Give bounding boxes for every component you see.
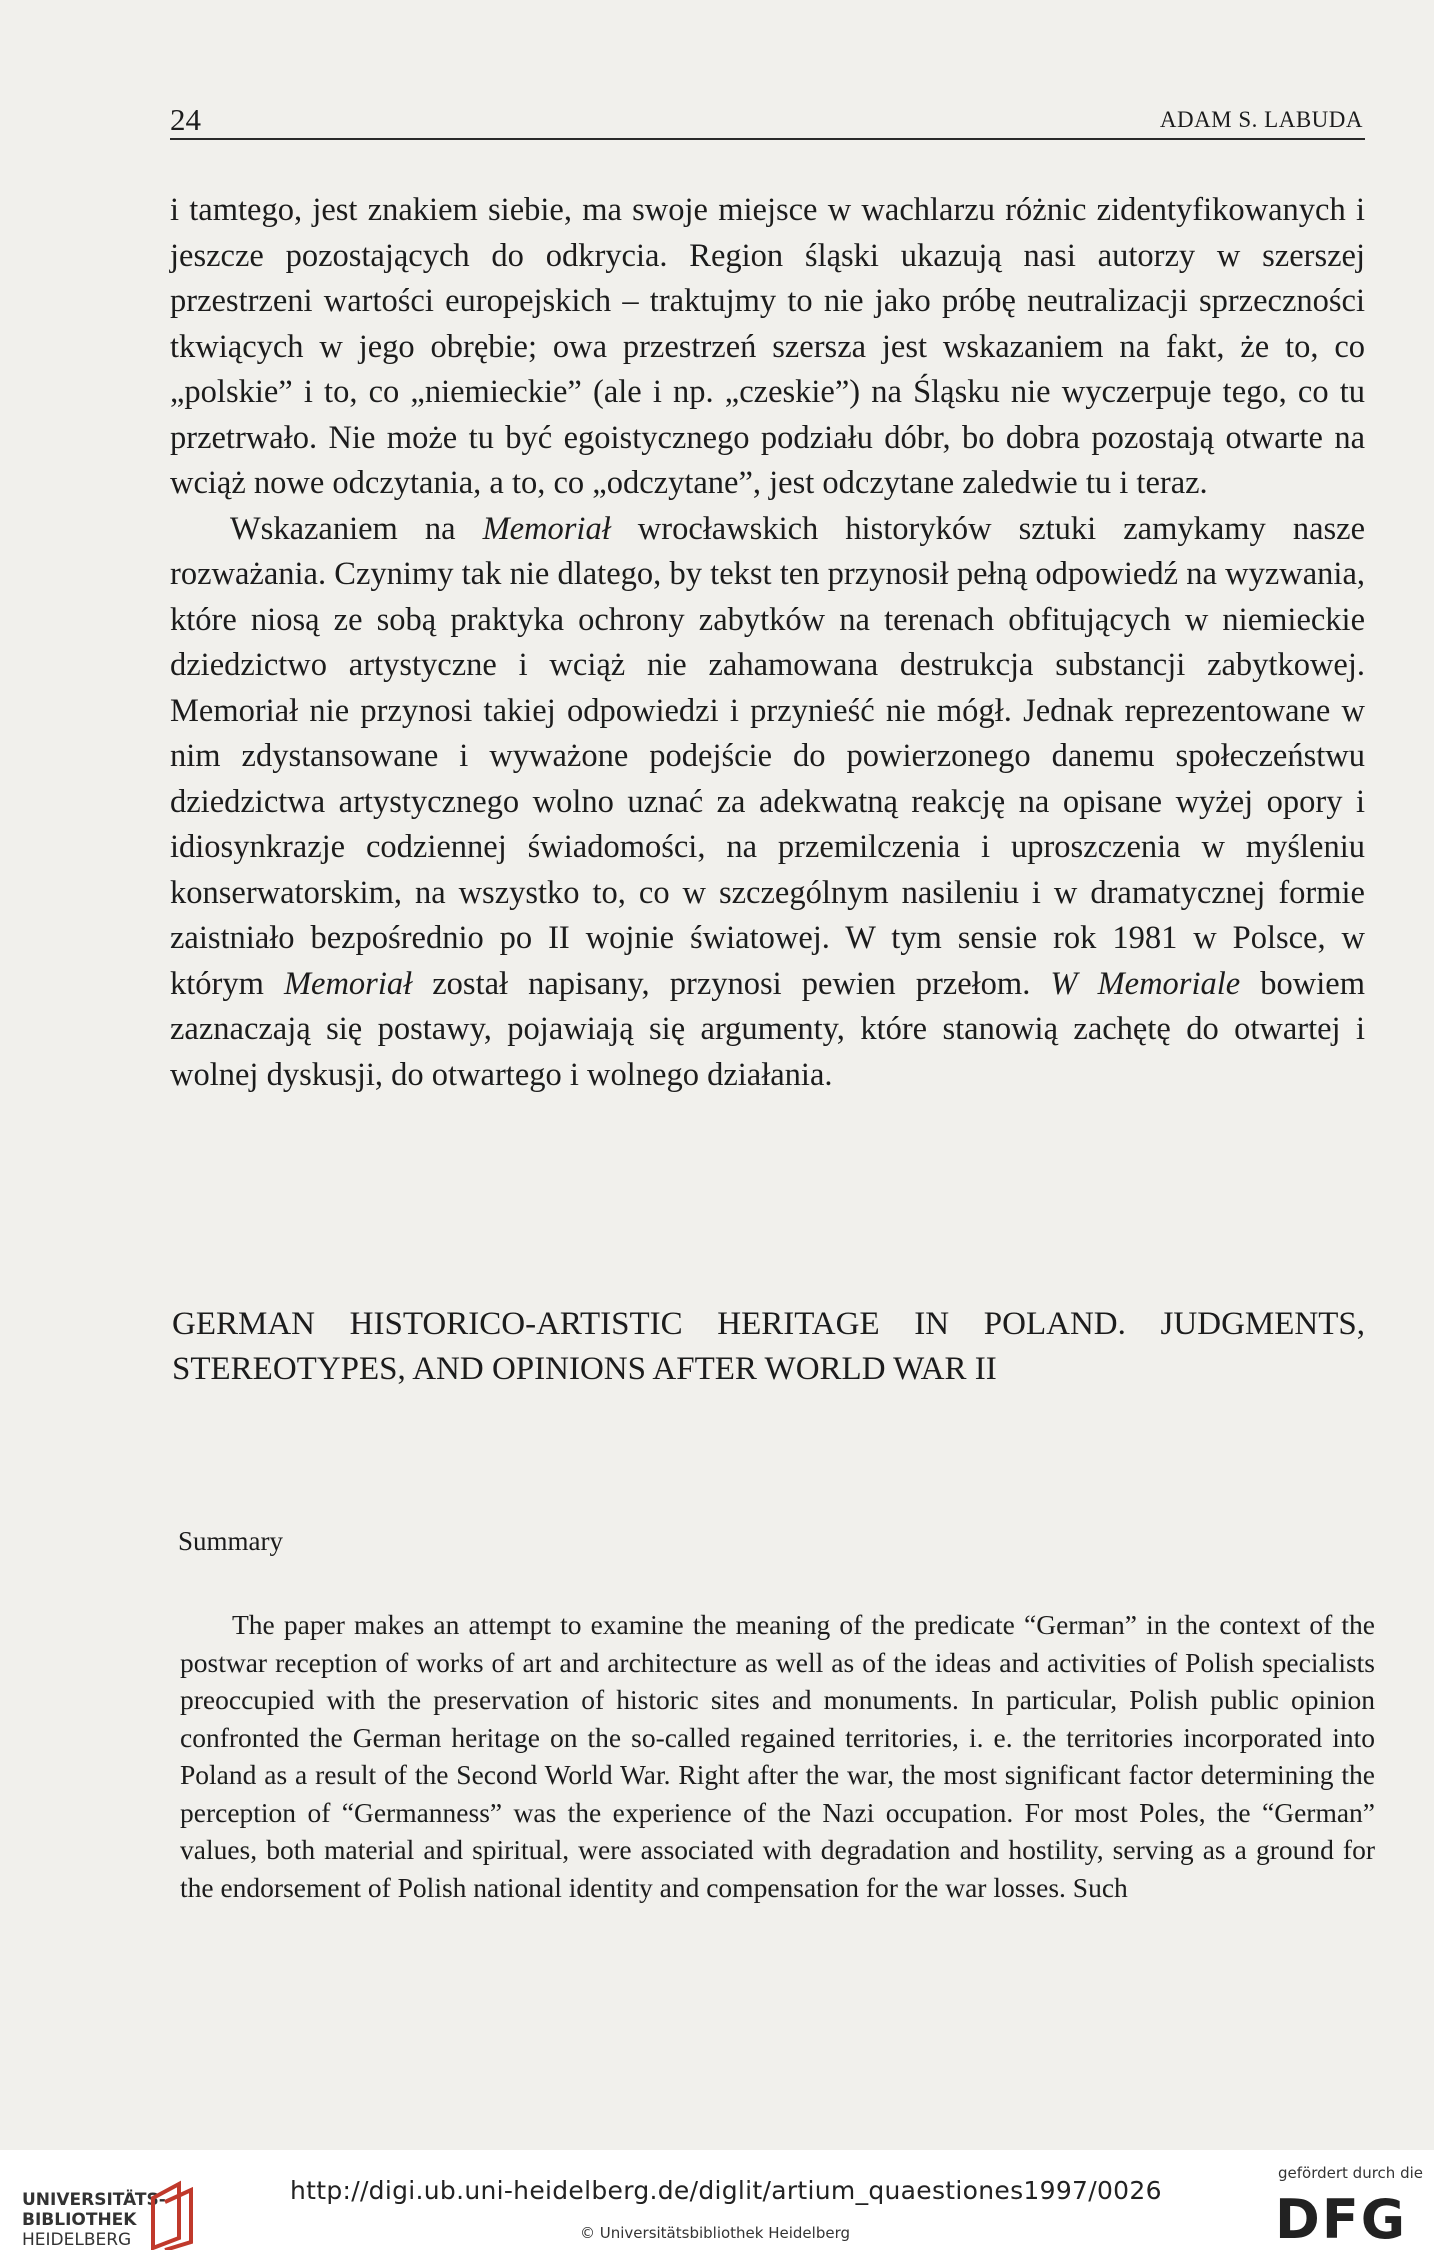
- funding-note: gefördert durch die: [1278, 2164, 1423, 2182]
- library-name-line3: HEIDELBERG: [22, 2230, 132, 2250]
- dfg-logo[interactable]: DFG: [1275, 2188, 1408, 2251]
- section-title: GERMAN HISTORICO-ARTISTIC HERITAGE IN POLAND. JUDGMENTS, STEREOTYPES, AND OPINIONS AFTER WORLD WAR II: [172, 1306, 1365, 1387]
- copyright-notice: © Universitätsbibliothek Heidelberg: [580, 2224, 851, 2242]
- text-run: bowiem zaznaczają się postawy, pojawiają się argumenty, które stanowią zachętę do otwartej i wolnej dyskusji, do otwartego i wolnego działania.: [170, 965, 1365, 1093]
- running-head: ADAM S. LABUDA: [1159, 107, 1363, 132]
- paragraph-1: i tamtego, jest znakiem siebie, ma swoje miejsce w wachlarzu różnic zidentyfikowanych i jeszcze pozostających do odkrycia. Region śląski ukazują nasi autorzy w szerszej przestrzeni wartości europejskich – traktujmy to nie jako próbę neutralizacji sprzeczności tkwiących w jego obrębie; owa przestrzeń szersza jest wskazaniem na fakt, że to, co „polskie” i to, co „niemieckie” (ale i np. „czeskie”) na Śląsku nie wyczerpuje tego, co tu przetrwało. Nie może tu być egoistycznego podziału dóbr, bo dobra pozostają otwarte na wciąż nowe odczytania, a to, co „odczytane”, jest odczytane zaledwie tu i teraz.: [170, 192, 1365, 501]
- paragraph-2: [170, 507, 1365, 1099]
- italic-title: Memoriał: [482, 510, 611, 547]
- text-run: Wskazaniem na: [230, 510, 483, 547]
- library-name-line1: UNIVERSITÄTS-: [22, 2190, 166, 2210]
- body-text: [170, 188, 1365, 1098]
- permalink-url[interactable]: http://digi.ub.uni-heidelberg.de/diglit/artium_quaestiones1997/0026: [290, 2176, 1162, 2205]
- page-number: 24: [170, 102, 201, 137]
- page-header: [170, 100, 1365, 140]
- summary-paragraph: The paper makes an attempt to examine the meaning of the predicate “German” in the context of the postwar reception of works of art and architecture as well as of the ideas and activities of Polish specialists preoccupied with the preservation of historic sites and monuments. In particular, Polish public opinion confronted the German heritage on the so-called regained territories, i. e. the territories incorporated into Poland as a result of the Second World War. Right after the war, the most significant factor determining the perception of “Germanness” was the experience of the Nazi occupation. For most Poles, the “German” values, both material and spiritual, were associated with degradation and hostility, serving as a ground for the endorsement of Polish national identity and compensation for the war losses. Such: [180, 1609, 1375, 1903]
- text-run: wrocławskich historyków sztuki zamykamy nasze rozważania. Czynimy tak nie dlatego, by tekst ten przynosił pełną odpowiedź na wyzwania, które niosą ze sobą praktyka ochrony zabytków na terenach obfitujących w niemieckie dziedzictwo artystyczne i wciąż nie zahamowana destrukcja substancji zabytkowej. Memoriał nie przynosi takiej odpowiedzi i przynieść nie mógł. Jednak reprezentowane w nim zdystansowane i wyważone podejście do powierzonego danemu społeczeństwu dziedzictwa artystycznego wolno uznać za adekwatną reakcję na opisane wyżej opory i idiosynkrazje codziennej świadomości, na przemilczenia i uproszczenia w myśleniu konserwatorskim, na wszystko to, co w szczególnym nasileniu i w dramatycznej formie zaistniało bezpośrednio po II wojnie światowej. W tym sensie rok 1981 w Polsce, w którym: [170, 510, 1365, 1002]
- summary-text: [180, 1606, 1375, 1906]
- italic-title: W Memoriale: [1050, 965, 1241, 1002]
- summary-label: Summary: [178, 1526, 283, 1556]
- footer: [0, 2150, 1434, 2259]
- italic-title: Memoriał: [283, 965, 413, 1002]
- library-mark-icon: [145, 2180, 203, 2250]
- text-run: został napisany, przynosi pewien przełom.: [412, 965, 1051, 1002]
- library-name-line2: BIBLIOTHEK: [22, 2210, 137, 2230]
